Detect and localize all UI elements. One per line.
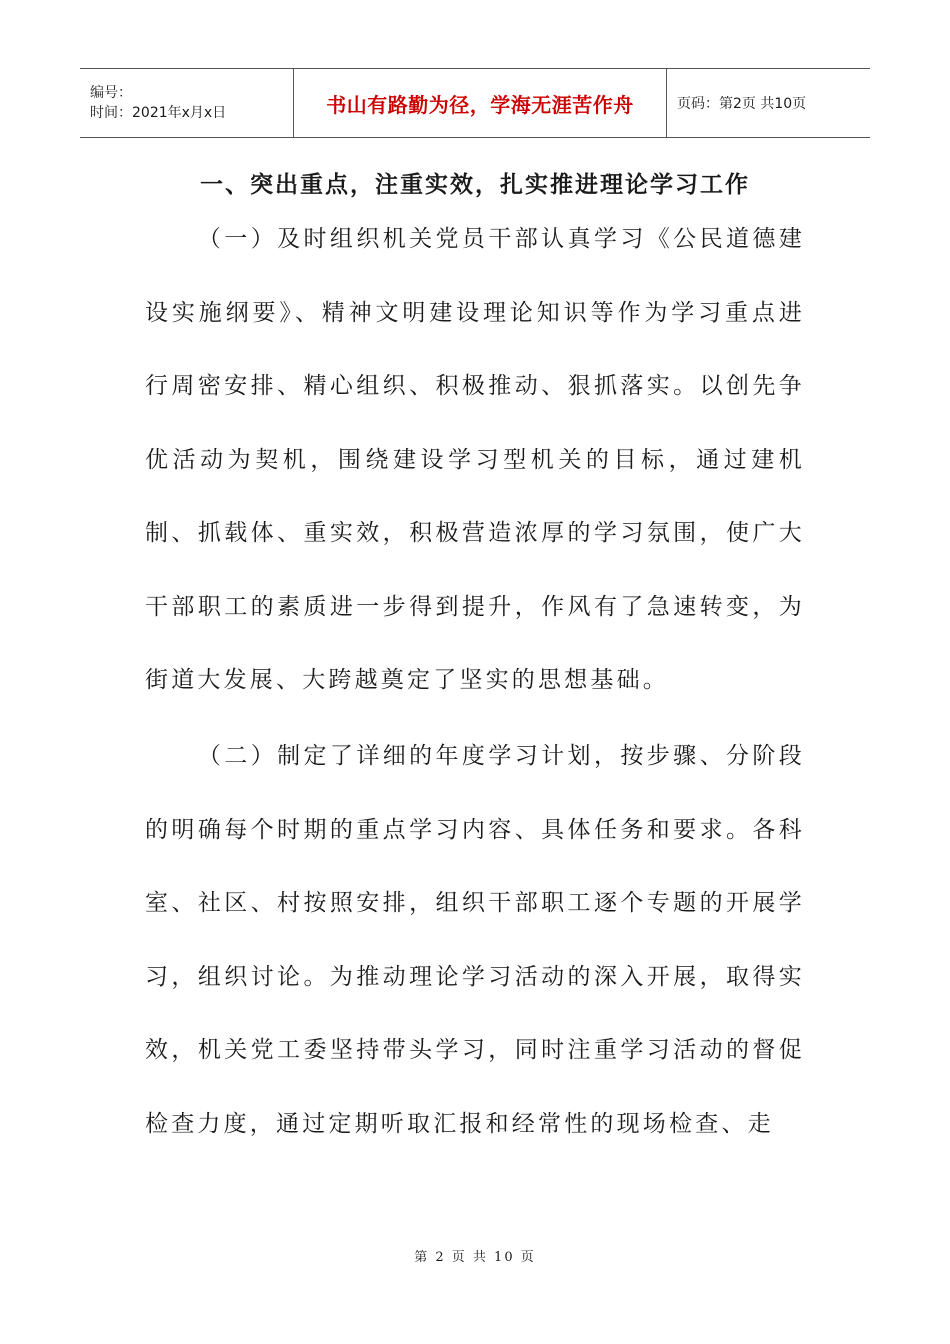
header-motto-cell bbox=[293, 69, 667, 137]
time-label: 时间：2021年x月x日 bbox=[90, 105, 227, 121]
motto-text: 书山有路勤为径，学海无涯苦作舟 bbox=[326, 92, 634, 117]
number-label: 编号： bbox=[90, 85, 132, 101]
page-info: 页码：第2页 共10页 bbox=[677, 96, 807, 112]
paragraph-1: （一）及时组织机关党员干部认真学习《公民道德建设实施纲要》、精神文明建设理论知识等作为学习重点进行周密安排、精心组织、积极推动、狠抓落实。以创先争优活动为契机，围绕建设学习型机关的目标，通过建机制、抓载体、重实效，积极营造浓厚的学习氛围，使广大干部职工的素质进一步得到提升，作风有了急速转变，为街道大发展、大跨越奠定了坚实的思想基础。 bbox=[145, 226, 805, 693]
document-header bbox=[80, 68, 870, 138]
section-heading: 一、突出重点，注重实效，扎实推进理论学习工作 bbox=[200, 171, 750, 198]
header-page-cell bbox=[667, 69, 870, 137]
paragraph-2: （二）制定了详细的年度学习计划，按步骤、分阶段的明确每个时期的重点学习内容、具体任务和要求。各科室、社区、村按照安排，组织干部职工逐个专题的开展学习，组织讨论。为推动理论学习活动的深入开展，取得实效，机关党工委坚持带头学习，同时注重学习活动的督促检查力度，通过定期听取汇报和经常性的现场检查、走 bbox=[145, 743, 805, 1137]
page-footer: 第 2 页 共 10 页 bbox=[414, 1250, 536, 1265]
header-meta bbox=[80, 69, 293, 137]
